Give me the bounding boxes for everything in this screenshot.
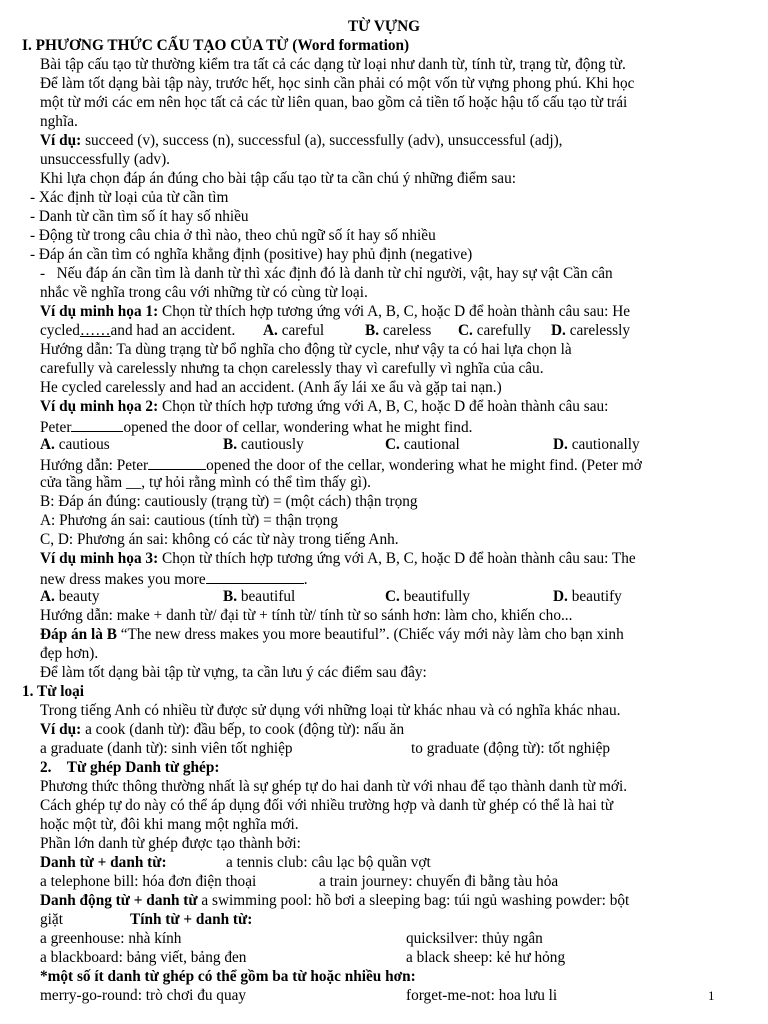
adj-noun-examples-2	[40, 949, 728, 967]
example-1-guide: He cycled carelessly and had an accident. (Anh ấy lái xe ẩu và gặp tai nạn.)	[40, 379, 502, 396]
adj-noun-label: Tính từ + danh từ:	[130, 911, 253, 928]
pair-left: a graduate (danh từ): sinh viên tốt nghiệp	[40, 740, 293, 757]
option-key: C.	[458, 322, 473, 339]
page-title: TỪ VỰNG	[347, 18, 421, 35]
intro-line-2: Để làm tốt dạng bài tập này, trước hết, học sinh cần phải có một vốn từ vựng phong phú. Khi học	[40, 75, 635, 92]
option-text: careless	[382, 322, 432, 339]
answer-blank: ……	[79, 322, 111, 339]
answer-text: “The new dress makes you more beautiful”. (Chiếc váy mới này làm cho bạn xinh	[120, 626, 624, 643]
option-key: B.	[223, 588, 238, 605]
gerund-noun-label: Danh động từ + danh từ	[40, 892, 198, 909]
option-key: D.	[553, 436, 568, 453]
example-right: a black sheep: kẻ hư hỏng	[406, 949, 566, 966]
option-text: cautious	[58, 436, 110, 453]
section-heading	[22, 37, 409, 55]
example-text: a cook (danh từ): đầu bếp, to cook (động từ): nấu ăn	[85, 721, 405, 738]
noun-note-text: Nếu đáp án cần tìm là danh từ thì xác định đó là danh từ chỉ người, vật, hay sự vật Cần cân	[56, 265, 613, 282]
subsection-2-text: Phương thức thông thường nhất là sự ghép tự do hai danh từ với nhau để tạo thành danh từ mới.	[40, 778, 628, 795]
sentence-end: opened the door of cellar, wondering what he might find.	[123, 419, 473, 436]
example-1-guide: Hướng dẫn: Ta dùng trạng từ bổ nghĩa cho động từ cycle, như vậy ta có hai lựa chọn là	[40, 341, 572, 358]
page-number: 1	[708, 988, 715, 1003]
option-text: carefully	[476, 322, 532, 339]
choose-note: Khi lựa chọn đáp án đúng cho bài tập cấu tạo từ ta cần chú ý những điểm sau:	[40, 170, 516, 187]
example-2-label: Ví dụ minh họa 2:	[40, 398, 159, 415]
answer-line: A: Phương án sai: cautious (tính từ) = thận trọng	[40, 512, 338, 529]
example-1-prompt	[40, 303, 630, 321]
example-1-sentence	[40, 322, 728, 340]
example-line	[40, 132, 563, 150]
option-key: A.	[40, 436, 55, 453]
subsection-1-example	[40, 721, 404, 739]
example-3-label: Ví dụ minh họa 3:	[40, 550, 159, 567]
subsection-number: 1.	[22, 683, 34, 700]
subsection-2-heading	[40, 759, 219, 777]
option-text: cautional	[403, 436, 460, 453]
subsection-number: 2.	[40, 759, 52, 776]
subsection-2-text: Phần lớn danh từ ghép được tạo thành bởi:	[40, 835, 301, 852]
example-left: a greenhouse: nhà kính	[40, 930, 182, 947]
noun-noun-label: Danh từ + danh từ:	[40, 854, 167, 871]
option-key: C.	[385, 588, 400, 605]
three-word-heading: *một số ít danh từ ghép có thể gồm ba từ hoặc nhiều hơn:	[40, 968, 416, 985]
answer-label: Đáp án là B	[40, 626, 117, 643]
example-3-guide: Hướng dẫn: make + danh từ/ đại từ + tính từ/ tính từ so sánh hơn: làm cho, khiến cho...	[40, 607, 573, 624]
example-left: a blackboard: bảng viết, bảng đen	[40, 949, 247, 966]
noun-noun-line	[40, 854, 728, 872]
vocab-note: Để làm tốt dạng bài tập từ vựng, ta cần lưu ý các điểm sau đây:	[40, 664, 427, 681]
option-text: careful	[281, 322, 325, 339]
sentence-end: and had an accident.	[110, 322, 236, 339]
intro-line-1: Bài tập cấu tạo từ thường kiểm tra tất cả các dạng từ loại như danh từ, tính từ, trạng từ, động từ.	[40, 56, 626, 73]
guide-start: Hướng dẫn: Peter	[40, 457, 149, 474]
guide-blank	[148, 455, 206, 470]
example-right: forget-me-not: hoa lưu li	[406, 987, 558, 1004]
subsection-1-text: Trong tiếng Anh có nhiều từ được sử dụng với những loại từ khác nhau và có nghĩa khác nhau.	[40, 702, 621, 719]
subsection-1-heading	[22, 683, 84, 701]
example-3-answer-2: đẹp hơn).	[40, 645, 99, 662]
bullet-item: - Xác định từ loại của từ cần tìm	[30, 189, 229, 206]
option-key: B.	[365, 322, 380, 339]
option-text: beautifully	[403, 588, 470, 605]
sentence-end: .	[303, 571, 308, 588]
gerund-noun-text: a swimming pool: hồ bơi a sleeping bag: túi ngủ washing powder: bột	[201, 892, 630, 909]
subsection-2-text: Cách ghép tự do này có thể áp dụng đối với nhiều trường hợp và danh từ ghép có thể là hai từ	[40, 797, 614, 814]
option-key: D.	[553, 588, 568, 605]
answer-line: B: Đáp án đúng: cautiously (trạng từ) = (một cách) thận trọng	[40, 493, 418, 510]
subsection-1-pair	[40, 740, 728, 758]
example-2-prompt-text: Chọn từ thích hợp tương ứng với A, B, C, hoặc D để hoàn thành câu sau:	[162, 398, 609, 415]
bullet-item: - Động từ trong câu chia ở thì nào, theo chủ ngữ số ít hay số nhiều	[30, 227, 436, 244]
gerund-noun-continuation: giặt	[40, 911, 63, 928]
subsection-2-text: hoặc một từ, đôi khi mang một nghĩa mới.	[40, 816, 299, 833]
guide-end: opened the door of the cellar, wondering what he might find. (Peter mở	[206, 457, 642, 474]
adj-noun-examples	[40, 930, 728, 948]
option-text: beautiful	[240, 588, 296, 605]
noun-noun-example: a tennis club: câu lạc bộ quần vợt	[226, 854, 431, 871]
answer-blank	[206, 569, 304, 584]
example-text: succeed (v), success (n), successful (a), successfully (adv), unsuccessful (adj),	[85, 132, 563, 149]
option-key: D.	[551, 322, 566, 339]
option-text: carelessly	[569, 322, 631, 339]
intro-line-3: một từ mới các em nên học tất cả các từ liên quan, bao gồm cả tiền tố hoặc hậu tố cấu tạo từ trái	[40, 94, 628, 111]
pair-right: to graduate (động từ): tốt nghiệp	[411, 740, 611, 757]
section-number: I.	[22, 37, 32, 54]
bullet-item: - Đáp án cần tìm có nghĩa khẳng định (positive) hay phủ định (negative)	[30, 246, 473, 263]
option-text: beautify	[571, 588, 622, 605]
option-text: beauty	[58, 588, 100, 605]
noun-note	[40, 265, 613, 283]
example-3-sentence	[40, 569, 308, 589]
option-key: A.	[263, 322, 278, 339]
option-key: B.	[223, 436, 238, 453]
bullet-item: - Danh từ cần tìm số ít hay số nhiều	[30, 208, 249, 225]
sentence-start: Peter	[40, 419, 72, 436]
example-1-guide: carefully và carelessly nhưng ta chọn carelessly thay vì carefully vì nghĩa của câu.	[40, 360, 544, 377]
answer-blank	[71, 417, 123, 432]
example-label: Ví dụ:	[40, 721, 82, 738]
answer-line: C, D: Phương án sai: không có các từ này trong tiếng Anh.	[40, 531, 399, 548]
option-key: C.	[385, 436, 400, 453]
example-2-sentence	[40, 417, 472, 437]
subsection-title: Từ ghép Danh từ ghép:	[66, 759, 220, 776]
example-right: quicksilver: thủy ngân	[406, 930, 543, 947]
three-word-examples	[40, 987, 728, 1005]
subsection-title: Từ loại	[37, 683, 85, 700]
example-2-prompt	[40, 398, 608, 416]
sentence-start: cycled	[40, 322, 80, 339]
option-text: cautionally	[571, 436, 640, 453]
example-1-label: Ví dụ minh họa 1:	[40, 303, 159, 320]
noun-noun-examples	[40, 873, 728, 891]
section-title: PHƯƠNG THỨC CẤU TẠO CỦA TỪ (Word formation)	[35, 37, 410, 54]
gerund-noun-line	[40, 892, 629, 910]
example-line-2: unsuccessfully (adv).	[40, 151, 170, 168]
gerund-noun-line-2	[40, 911, 728, 929]
example-3-prompt	[40, 550, 636, 568]
example-2-guide-2: cửa tầng hầm __, tự hỏi rằng mình có thể tìm thấy gì).	[40, 474, 371, 491]
option-text: cautiously	[240, 436, 304, 453]
intro-line-4: nghĩa.	[40, 113, 78, 130]
example-right: a train journey: chuyến đi bằng tàu hỏa	[319, 873, 559, 890]
example-label: Ví dụ:	[40, 132, 82, 149]
example-2-guide	[40, 455, 642, 475]
dash: -	[40, 265, 46, 282]
noun-note-line-2: nhắc về nghĩa trong câu với những từ có cùng từ loại.	[40, 284, 368, 301]
example-left: merry-go-round: trò chơi đu quay	[40, 987, 247, 1004]
example-left: a telephone bill: hóa đơn điện thoại	[40, 873, 257, 890]
sentence-start: new dress makes you more	[40, 571, 206, 588]
option-key: A.	[40, 588, 55, 605]
example-1-prompt-text: Chọn từ thích hợp tương ứng với A, B, C, hoặc D để hoàn thành câu sau: He	[162, 303, 631, 320]
example-3-answer	[40, 626, 624, 644]
example-3-prompt-text: Chọn từ thích hợp tương ứng với A, B, C, hoặc D để hoàn thành câu sau: The	[162, 550, 636, 567]
